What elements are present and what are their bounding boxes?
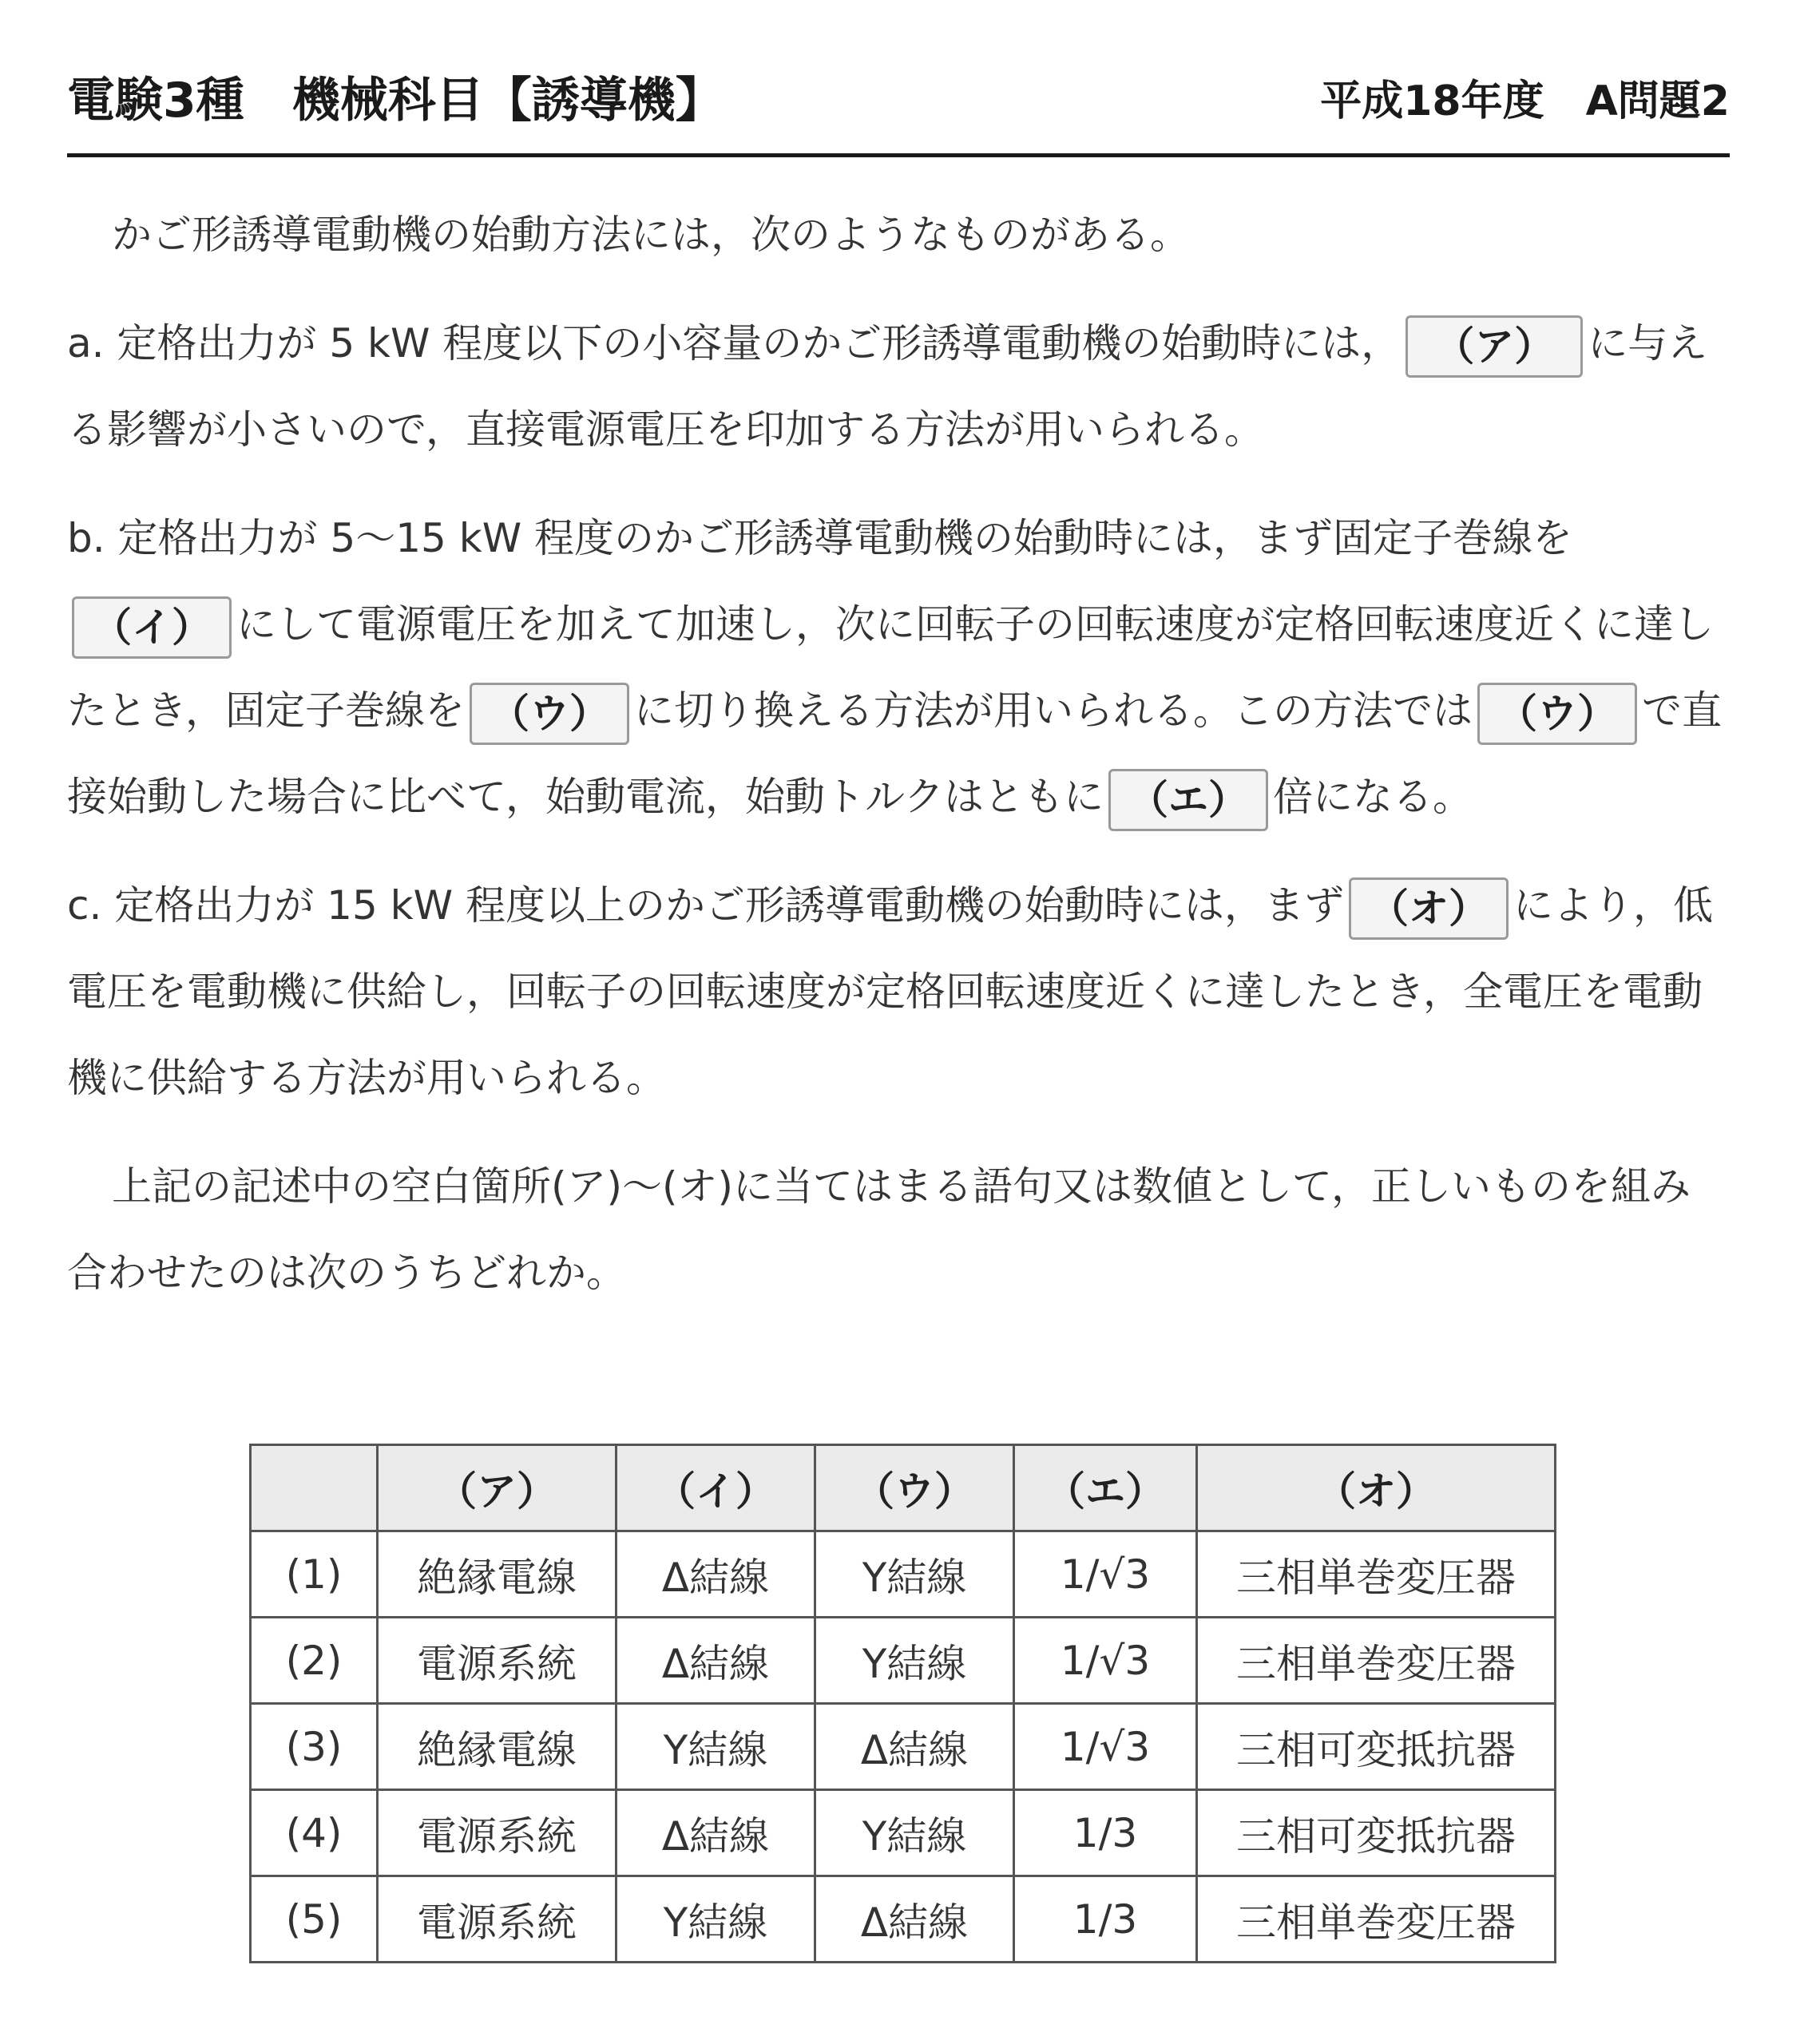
- table-header-cell: （オ）: [1197, 1445, 1556, 1531]
- table-header-cell: （ア）: [378, 1445, 617, 1531]
- intro-text: かご形誘導電動機の始動方法には，次のようなものがある。: [112, 212, 1190, 258]
- table-cell: 1/√3: [1014, 1531, 1197, 1618]
- table-row: [251, 1876, 1556, 1963]
- table-cell: 三相単巻変圧器: [1197, 1876, 1556, 1963]
- table-cell: 三相可変抵抗器: [1197, 1704, 1556, 1790]
- choice-number: (1): [251, 1531, 378, 1618]
- blank-i: （イ）: [72, 596, 232, 659]
- table-cell: Y結線: [815, 1618, 1014, 1704]
- table-cell: Δ結線: [617, 1618, 815, 1704]
- table-row: [251, 1790, 1556, 1876]
- table-cell: Δ結線: [815, 1704, 1014, 1790]
- item-b-text: b. 定格出力が 5～15 kW 程度のかご形誘導電動機の始動時には，まず固定子巻線を: [67, 515, 1573, 561]
- table-cell: Δ結線: [617, 1790, 815, 1876]
- blank-o: （オ）: [1349, 877, 1509, 940]
- question-body: [67, 192, 1730, 1316]
- exam-year-question: 平成18年度 A問題2: [1320, 77, 1730, 125]
- table-cell: Y結線: [617, 1876, 815, 1963]
- table-header-cell: [251, 1445, 378, 1531]
- item-b-text-3: に切り換える方法が用いられる。この方法では: [634, 687, 1473, 734]
- item-b-text-4: で直接始動した場合に比べて，始動電流，始動トルクはともに: [67, 687, 1722, 820]
- blank-a: （ア）: [1405, 315, 1583, 378]
- table-cell: 1/3: [1014, 1876, 1197, 1963]
- answer-choices-table: [249, 1444, 1556, 1963]
- table-row: [251, 1531, 1556, 1618]
- blank-u-repeat: （ウ）: [1477, 683, 1637, 745]
- table-cell: Y結線: [815, 1790, 1014, 1876]
- subject-title: 電験3種 機械科目【誘導機】: [67, 73, 724, 129]
- table-header-cell: （ウ）: [815, 1445, 1014, 1531]
- table-cell: 絶縁電線: [378, 1531, 617, 1618]
- item-a-text: a. 定格出力が 5 kW 程度以下の小容量のかご形誘導電動機の始動時には，: [67, 320, 1402, 366]
- table-cell: 電源系統: [378, 1618, 617, 1704]
- item-c-text: c. 定格出力が 15 kW 程度以上のかご形誘導電動機の始動時には，まず: [67, 882, 1344, 929]
- item-c-text-2: により，低電圧を電動機に供給し，回転子の回転速度が定格回転速度近くに達したとき，全電圧を電動機に供給する方法が用いられる。: [67, 882, 1713, 1101]
- choice-number: (5): [251, 1876, 378, 1963]
- table-header-cell: （イ）: [617, 1445, 815, 1531]
- closing-question: 上記の記述中の空白箇所(ア)～(オ)に当てはまる語句又は数値として，正しいものを組み合わせたのは次のうちどれか。: [67, 1163, 1691, 1296]
- table-cell: 電源系統: [378, 1790, 617, 1876]
- table-cell: Y結線: [815, 1531, 1014, 1618]
- table-cell: 三相単巻変圧器: [1197, 1618, 1556, 1704]
- table-cell: 電源系統: [378, 1876, 617, 1963]
- table-cell: 絶縁電線: [378, 1704, 617, 1790]
- table-cell: Δ結線: [617, 1531, 815, 1618]
- item-b-text-2: にして電源電圧を加えて加速し，次に回転子の回転速度が定格回転速度近くに達したとき，固定子巻線を: [67, 601, 1714, 734]
- table-header-cell: （エ）: [1014, 1445, 1197, 1531]
- table-cell: 1/√3: [1014, 1618, 1197, 1704]
- item-c: [67, 862, 1730, 1121]
- table-cell: Y結線: [617, 1704, 815, 1790]
- table-row: [251, 1704, 1556, 1790]
- table-row: [251, 1618, 1556, 1704]
- choice-number: (2): [251, 1618, 378, 1704]
- page-header: [67, 48, 1730, 157]
- table-cell: 1/3: [1014, 1790, 1197, 1876]
- table-cell: Δ結線: [815, 1876, 1014, 1963]
- choice-number: (4): [251, 1790, 378, 1876]
- table-cell: 三相可変抵抗器: [1197, 1790, 1556, 1876]
- blank-u: （ウ）: [470, 683, 629, 745]
- blank-e: （エ）: [1108, 769, 1268, 831]
- table-cell: 三相単巻変圧器: [1197, 1531, 1556, 1618]
- table-header-row: [251, 1445, 1556, 1531]
- item-b: [67, 495, 1730, 840]
- item-a-text-2: に与える影響が小さいので，直接電源電圧を印加する方法が用いられる。: [67, 320, 1708, 453]
- item-b-text-5: 倍になる。: [1273, 774, 1473, 820]
- choice-number: (3): [251, 1704, 378, 1790]
- table-cell: 1/√3: [1014, 1704, 1197, 1790]
- item-a: [67, 300, 1730, 473]
